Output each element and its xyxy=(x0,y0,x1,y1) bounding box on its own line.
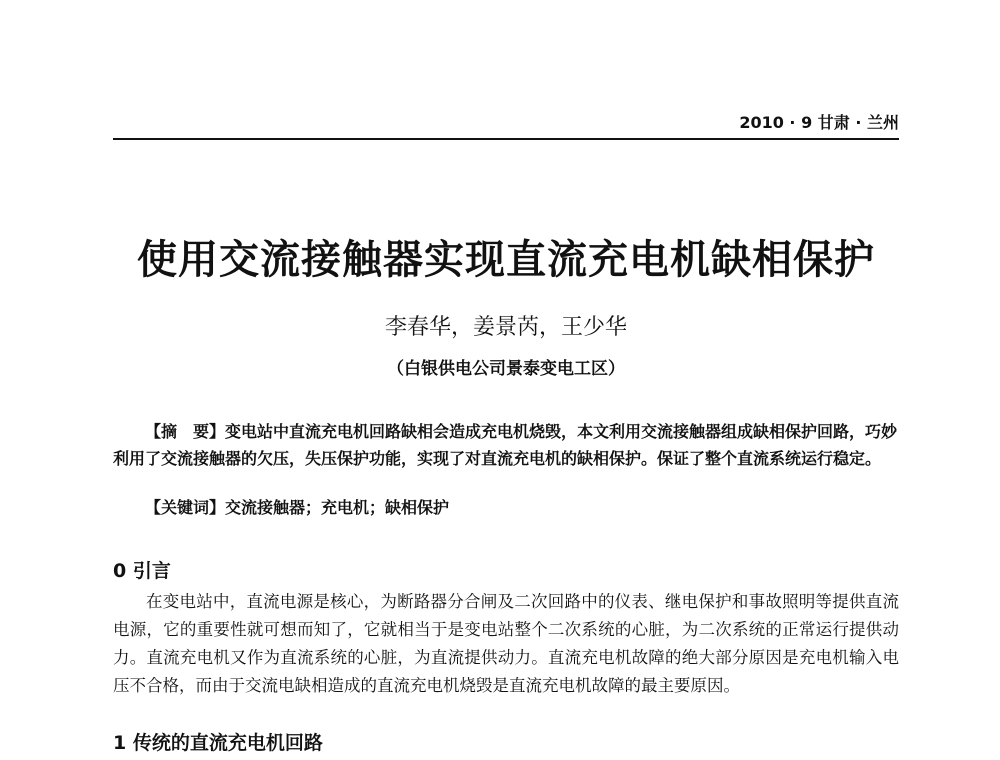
header-rule xyxy=(113,138,899,140)
paper-title: 使用交流接触器实现直流充电机缺相保护 xyxy=(137,236,875,283)
section-heading-traditional-circuit: 1 传统的直流充电机回路 xyxy=(113,732,323,754)
affiliation: （白银供电公司景泰变电工区） xyxy=(387,359,625,379)
author-list: 李春华，姜景芮，王少华 xyxy=(384,315,627,340)
running-header: 2010 · 9 甘肃 · 兰州 xyxy=(739,113,899,132)
abstract: 【摘 要】变电站中直流充电机回路缺相会造成充电机烧毁，本文利用交流接触器组成缺相保护回路，巧妙利用了交流接触器的欠压，失压保护功能，实现了对直流充电机的缺相保护。保证了整个直流系统运行稳定。 xyxy=(113,422,898,468)
keywords: 【关键词】交流接触器；充电机；缺相保护 xyxy=(145,498,450,517)
section-heading-intro: 0 引言 xyxy=(113,560,171,582)
section-body-intro: 在变电站中，直流电源是核心，为断路器分合闸及二次回路中的仪表、继电保护和事故照明等提供直流电源，它的重要性就可想而知了，它就相当于是变电站整个二次系统的心脏，为二次系统的正常运行提供动力。直流充电机又作为直流系统的心脏，为直流提供动力。直流充电机故障的绝大部分原因是充电机输入电压不合格，而由于交流电缺相造成的直流充电机烧毁是直流充电机故障的最主要原因。 xyxy=(113,592,899,695)
